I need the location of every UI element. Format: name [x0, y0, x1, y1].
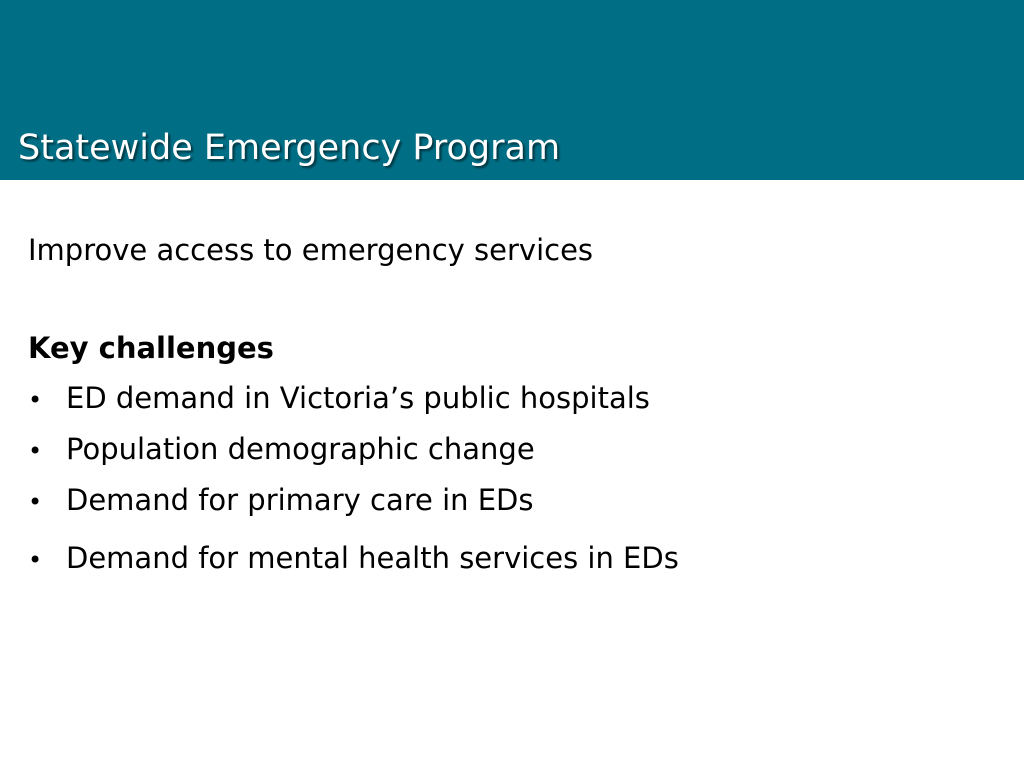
list-item-text: Demand for primary care in EDs — [66, 483, 534, 517]
intro-text: Improve access to emergency services — [28, 233, 594, 267]
bullet-icon: • — [28, 437, 43, 465]
list-item-text: Demand for mental health services in EDs — [66, 541, 679, 575]
challenge-list — [28, 376, 988, 582]
bullet-icon: • — [28, 488, 43, 516]
list-item — [28, 478, 988, 524]
header-band — [0, 0, 1024, 180]
list-item — [28, 536, 988, 582]
list-item-text: Population demographic change — [66, 432, 535, 466]
slide-title: Statewide Emergency Program — [18, 128, 561, 168]
bullet-icon: • — [28, 546, 43, 574]
list-item — [28, 427, 988, 473]
bullet-icon: • — [28, 386, 43, 414]
list-item-text: ED demand in Victoria’s public hospitals — [66, 381, 650, 415]
section-heading: Key challenges — [28, 331, 274, 365]
slide-content — [28, 228, 988, 587]
list-item — [28, 376, 988, 422]
